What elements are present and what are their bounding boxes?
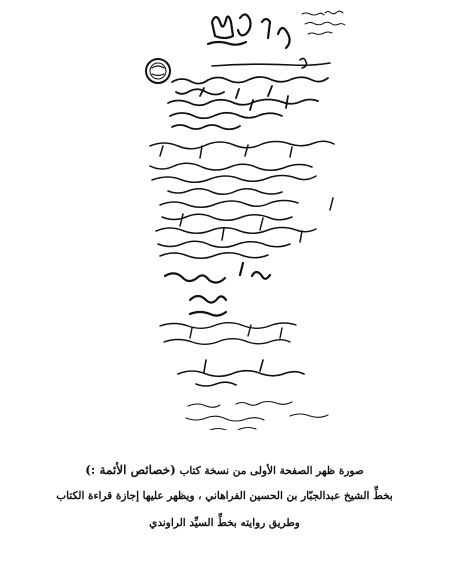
signature-area <box>165 263 270 316</box>
title-rule <box>212 63 330 66</box>
caption-book-title: (خصائص الأئمة :) <box>85 463 176 477</box>
margin-note-top-right <box>302 11 345 34</box>
title-block <box>168 77 328 129</box>
chain-of-narration <box>160 323 296 345</box>
bottom-notes <box>186 402 328 431</box>
caption-line-1 <box>10 463 439 477</box>
caption-line-1-prefix: صورة ظهر الصفحة الأولى من نسخة كتاب <box>179 465 364 477</box>
top-header-script <box>208 14 290 48</box>
seal-stamp <box>146 59 170 83</box>
certificate-body <box>150 141 334 258</box>
caption-line-3: وطريق روايته بخطِّ السيِّد الراوندي <box>149 517 300 529</box>
lower-note <box>178 360 304 386</box>
caption-line-2: بخطِّ الشيخ عبدالجبّار بن الحسين الفراهاني ، ويظهر عليها إجازة قراءة الكتاب <box>56 490 393 502</box>
